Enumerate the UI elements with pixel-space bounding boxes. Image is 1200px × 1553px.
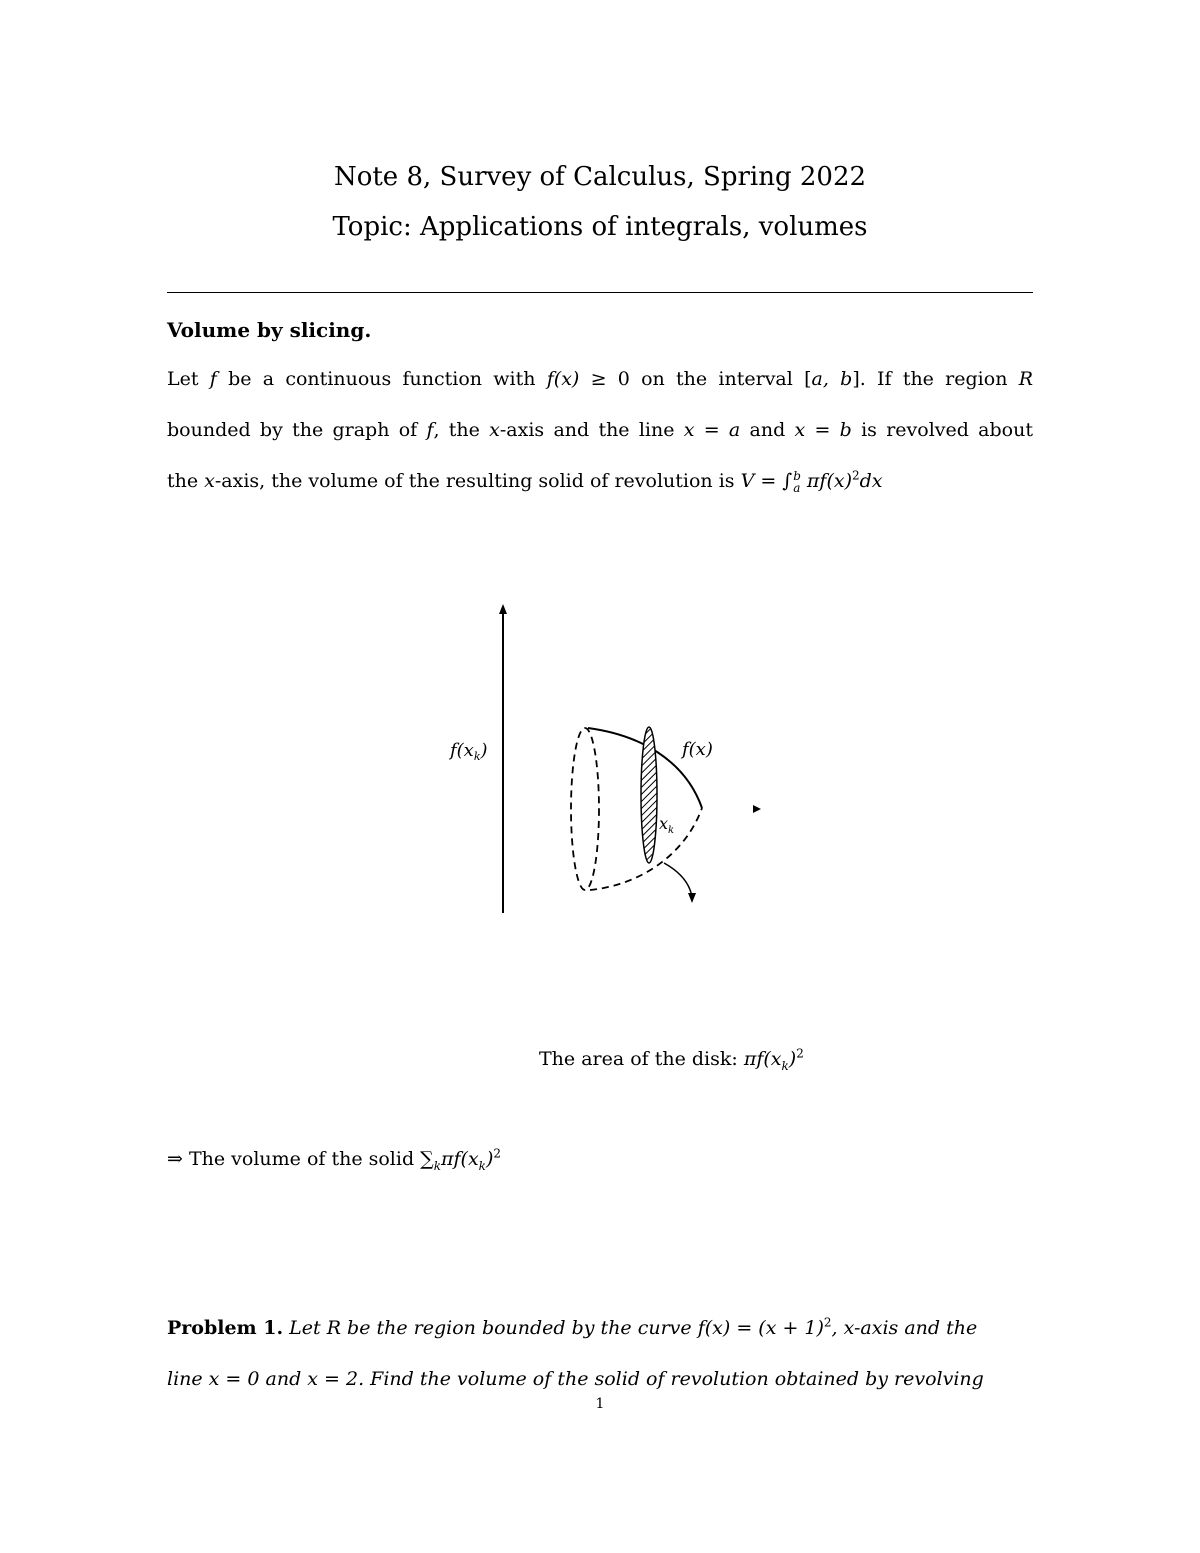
volume-exponent: 2: [493, 1146, 502, 1161]
math-interval: a, b: [811, 368, 853, 390]
volume-expr: πf(x: [441, 1148, 479, 1170]
label-fxk: $f(x_k)$: [450, 740, 488, 763]
integral-limits: [793, 470, 801, 494]
document-title: Note 8, Survey of Calculus, Spring 2022: [333, 162, 867, 192]
paragraph-line-3: [167, 470, 1033, 494]
figure-svg: [430, 595, 790, 925]
label-fx: f(x): [682, 739, 713, 760]
text: the: [167, 470, 205, 492]
page-number: 1: [595, 1396, 605, 1412]
text: ≥ 0 on the interval [: [579, 368, 812, 390]
text: , the: [433, 419, 490, 441]
implies-arrow: ⇒: [167, 1148, 183, 1170]
text: -axis and the line: [499, 419, 684, 441]
volume-text: The volume of the solid: [182, 1148, 421, 1170]
volume-close: ): [485, 1148, 494, 1170]
text: bounded by the graph of: [167, 419, 427, 441]
caption-exponent: 2: [796, 1046, 804, 1061]
lower-limit: a: [793, 481, 801, 495]
text: ]. If the region: [852, 368, 1019, 390]
text: be a continuous function with: [216, 368, 547, 390]
text: is revolved about: [851, 419, 1033, 441]
problem-text: line x = 0 and x = 2. Find the volume of the solid of revolution obtained by revolving: [167, 1368, 984, 1390]
math-R: R: [326, 1317, 342, 1339]
y-axis-arrowhead: [499, 604, 507, 614]
volume-sub: k: [478, 1158, 486, 1173]
rotation-arrowhead: [688, 893, 696, 903]
problem-text: be the region bounded by the curve: [341, 1317, 698, 1339]
caption-text: The area of the disk:: [539, 1048, 744, 1070]
problem-text: , x-axis and the: [831, 1317, 978, 1339]
figure-caption: [539, 1046, 804, 1073]
sum-index: k: [433, 1158, 442, 1173]
problem-label: Problem 1.: [167, 1317, 284, 1339]
paragraph-line-2: [167, 420, 1033, 440]
text: Let: [167, 368, 210, 390]
math-fx: f(x) = (x + 1): [697, 1317, 824, 1339]
integrand: πf(x): [800, 470, 852, 492]
solid-of-revolution-figure: [430, 595, 790, 929]
math-x: x: [489, 419, 500, 441]
math-f: f: [209, 368, 217, 390]
x-axis-arrowhead: [753, 805, 761, 813]
problem-1-line-2: [167, 1368, 1033, 1390]
math-x: x: [204, 470, 215, 492]
integral-sign: = ∫: [754, 470, 793, 492]
rotation-arrow: [664, 863, 692, 897]
volume-statement: [167, 1146, 502, 1173]
problem-text: Let: [283, 1317, 327, 1339]
document-topic: Topic: Applications of integrals, volumes: [332, 212, 868, 242]
math-R: R: [1018, 368, 1033, 390]
paragraph-line-1: [167, 369, 1033, 389]
exponent: 2: [823, 1315, 832, 1330]
text: -axis, the volume of the resulting solid of revolution is: [214, 470, 741, 492]
caption-sub: k: [781, 1058, 789, 1073]
sum-sign: ∑: [420, 1148, 434, 1170]
section-heading: Volume by slicing.: [167, 318, 372, 342]
math-x-eq-a: x = a: [683, 419, 741, 441]
caption-close: ): [788, 1048, 797, 1070]
math-fx: f(x): [546, 368, 580, 390]
base-disk-outline: [571, 728, 599, 890]
exponent: 2: [852, 468, 860, 483]
upper-limit: b: [793, 469, 801, 483]
label-xk: $x_k$: [659, 814, 675, 836]
title-divider: [167, 292, 1033, 293]
caption-expr: πf(x: [743, 1048, 782, 1070]
math-V: V: [740, 470, 755, 492]
math-x-eq-b: x = b: [794, 419, 852, 441]
math-dx: dx: [859, 470, 883, 492]
text: and: [740, 419, 795, 441]
math-f: f: [426, 419, 434, 441]
problem-1-line-1: [167, 1317, 1033, 1339]
disk-slice: [641, 727, 657, 863]
